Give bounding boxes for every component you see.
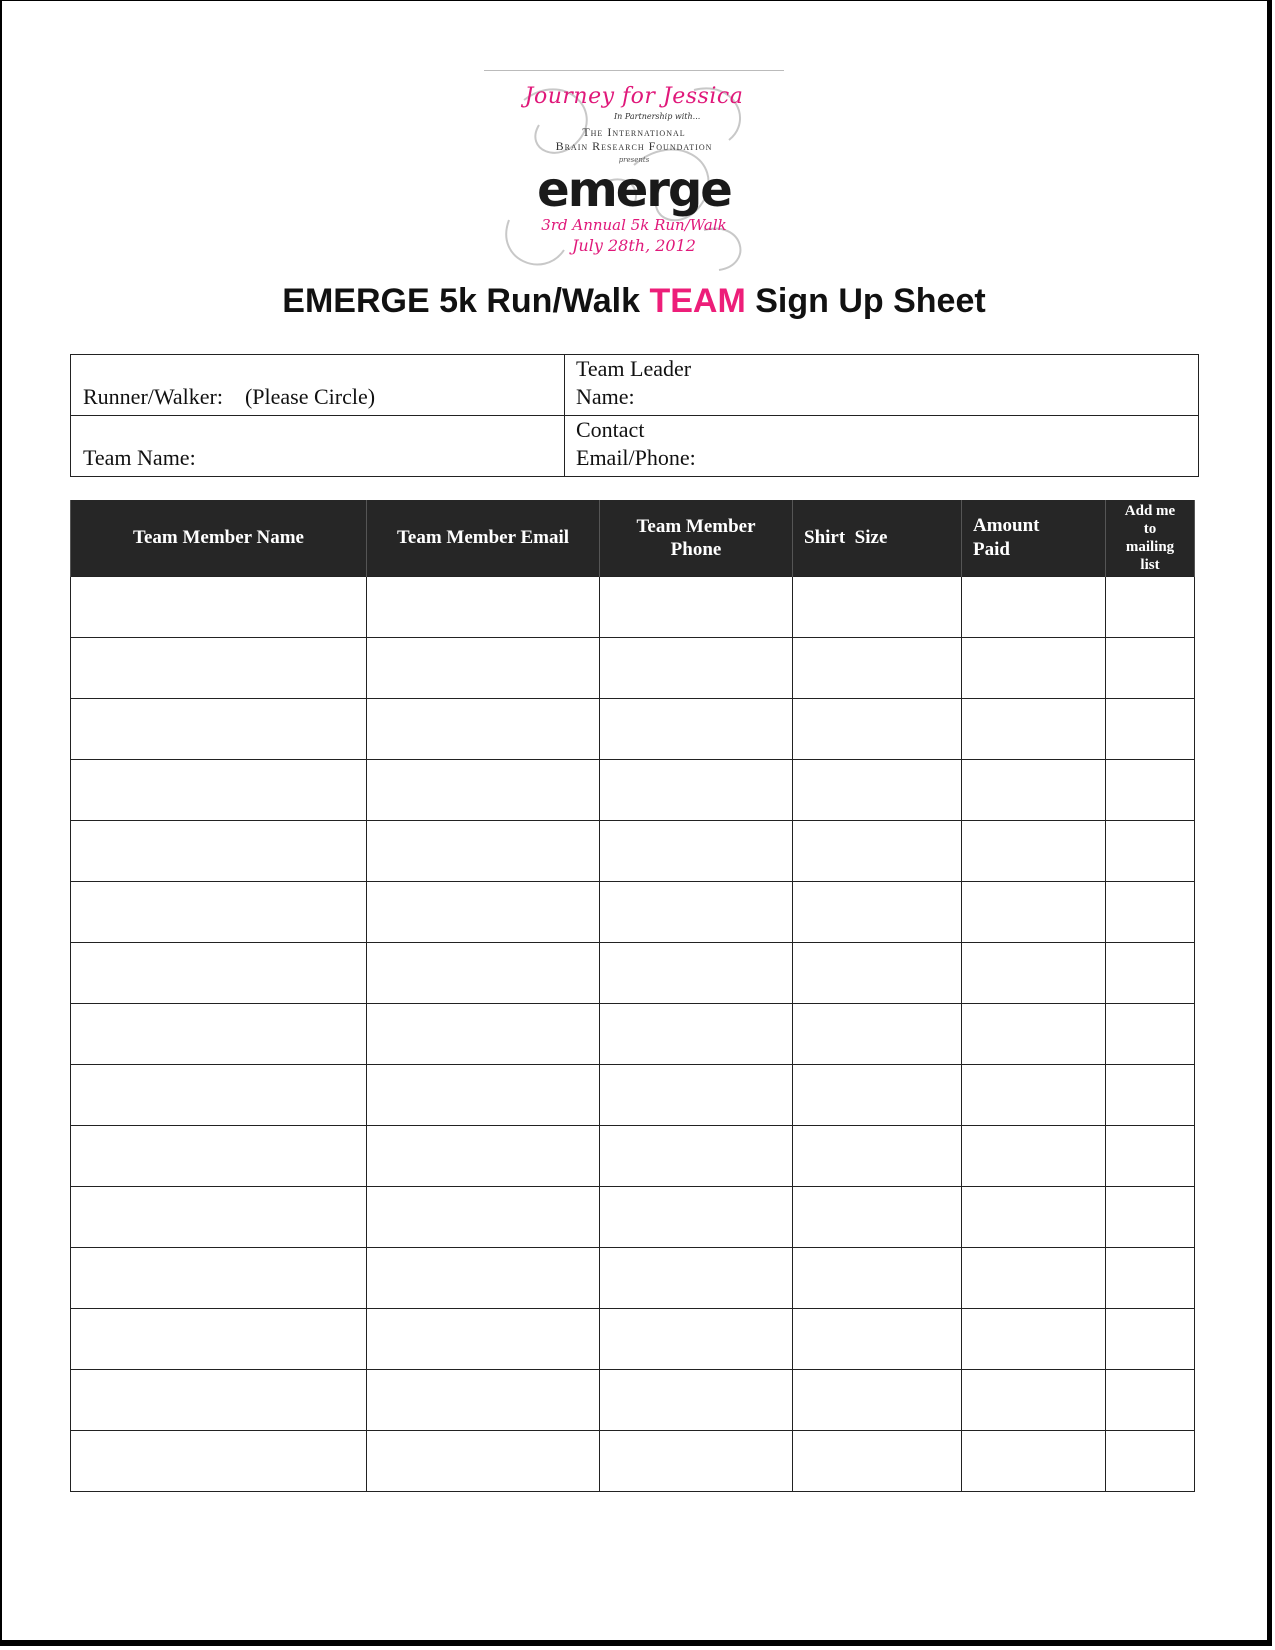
table-row: [71, 1186, 1195, 1247]
member-name-cell[interactable]: [71, 820, 367, 881]
table-row: [71, 759, 1195, 820]
logo-journey-text: Journey for Jessica: [524, 84, 744, 109]
member-email-cell[interactable]: [367, 1430, 600, 1491]
shirt-size-cell[interactable]: [793, 1369, 962, 1430]
please-circle-label: (Please Circle): [244, 384, 376, 409]
title-accent-team: TEAM: [649, 282, 746, 320]
member-name-cell[interactable]: [71, 1430, 367, 1491]
member-phone-cell[interactable]: [600, 576, 793, 637]
shirt-size-cell[interactable]: [793, 637, 962, 698]
mailing-list-cell[interactable]: [1106, 1369, 1195, 1430]
member-phone-cell[interactable]: [600, 820, 793, 881]
roster-header-row: [71, 500, 1195, 576]
header-member-phone: Team Member Phone: [600, 500, 793, 576]
table-row: [71, 1247, 1195, 1308]
mailing-list-cell[interactable]: [1106, 1064, 1195, 1125]
page-title: [0, 282, 1268, 321]
member-phone-cell[interactable]: [600, 1125, 793, 1186]
member-name-cell[interactable]: [71, 1003, 367, 1064]
member-name-cell[interactable]: [71, 698, 367, 759]
member-phone-cell[interactable]: [600, 759, 793, 820]
member-phone-cell[interactable]: [600, 1186, 793, 1247]
team-leader-label: Team Leader: [576, 356, 692, 381]
table-row: [71, 637, 1195, 698]
header-member-email: Team Member Email: [367, 500, 600, 576]
mailing-list-cell[interactable]: [1106, 1308, 1195, 1369]
amount-paid-cell[interactable]: [962, 1186, 1106, 1247]
member-email-cell[interactable]: [367, 576, 600, 637]
shirt-size-cell[interactable]: [793, 1308, 962, 1369]
title-text-after: Sign Up Sheet: [745, 282, 986, 320]
table-row: [71, 1430, 1195, 1491]
shirt-size-cell[interactable]: [793, 1003, 962, 1064]
shirt-size-cell[interactable]: [793, 881, 962, 942]
amount-paid-cell[interactable]: [962, 637, 1106, 698]
amount-paid-cell[interactable]: [962, 759, 1106, 820]
member-name-cell[interactable]: [71, 942, 367, 1003]
member-email-cell[interactable]: [367, 1247, 600, 1308]
amount-paid-cell[interactable]: [962, 1003, 1106, 1064]
member-email-cell[interactable]: [367, 881, 600, 942]
member-email-cell[interactable]: [367, 1186, 600, 1247]
team-name-field[interactable]: [71, 416, 565, 477]
member-phone-cell[interactable]: [600, 1003, 793, 1064]
member-name-cell[interactable]: [71, 1247, 367, 1308]
mailing-list-cell[interactable]: [1106, 698, 1195, 759]
mailing-list-cell[interactable]: [1106, 820, 1195, 881]
member-phone-cell[interactable]: [600, 1369, 793, 1430]
amount-paid-cell[interactable]: [962, 1369, 1106, 1430]
shirt-size-cell[interactable]: [793, 820, 962, 881]
table-row: [71, 698, 1195, 759]
member-phone-cell[interactable]: [600, 637, 793, 698]
member-phone-cell[interactable]: [600, 1064, 793, 1125]
amount-paid-cell[interactable]: [962, 698, 1106, 759]
mailing-list-cell[interactable]: [1106, 1247, 1195, 1308]
contact-field[interactable]: [565, 416, 1199, 477]
member-phone-cell[interactable]: [600, 1308, 793, 1369]
mailing-list-cell[interactable]: [1106, 942, 1195, 1003]
shirt-size-cell[interactable]: [793, 576, 962, 637]
table-row: [71, 1369, 1195, 1430]
member-email-cell[interactable]: [367, 1308, 600, 1369]
shirt-size-cell[interactable]: [793, 1125, 962, 1186]
shirt-size-cell[interactable]: [793, 1430, 962, 1491]
logo-org-line2: Brain Research Foundation: [555, 139, 713, 153]
member-email-cell[interactable]: [367, 820, 600, 881]
team-roster-table: [70, 500, 1195, 1492]
mailing-list-cell[interactable]: [1106, 637, 1195, 698]
member-phone-cell[interactable]: [600, 942, 793, 1003]
logo-date-text: July 28th, 2012: [572, 236, 696, 255]
mailing-list-cell[interactable]: [1106, 1003, 1195, 1064]
member-phone-cell[interactable]: [600, 881, 793, 942]
member-name-cell[interactable]: [71, 1125, 367, 1186]
amount-paid-cell[interactable]: [962, 881, 1106, 942]
member-name-cell[interactable]: [71, 1186, 367, 1247]
member-name-cell[interactable]: [71, 1064, 367, 1125]
header-shirt-size: Shirt Size: [793, 500, 962, 576]
member-name-cell[interactable]: [71, 1369, 367, 1430]
logo-emerge-wordmark: emerge: [537, 162, 731, 218]
mailing-list-cell[interactable]: [1106, 1125, 1195, 1186]
contact-email-phone-label: Email/Phone:: [576, 445, 696, 470]
shirt-size-cell[interactable]: [793, 1247, 962, 1308]
member-name-cell[interactable]: [71, 637, 367, 698]
contact-label: Contact: [576, 417, 645, 442]
table-row: [71, 1064, 1195, 1125]
shirt-size-cell[interactable]: [793, 1064, 962, 1125]
member-name-cell[interactable]: [71, 881, 367, 942]
runner-walker-field[interactable]: [71, 355, 565, 416]
member-name-cell[interactable]: [71, 759, 367, 820]
table-row: [71, 1003, 1195, 1064]
member-email-cell[interactable]: [367, 637, 600, 698]
member-email-cell[interactable]: [367, 698, 600, 759]
team-info-box: [70, 354, 1199, 477]
amount-paid-cell[interactable]: [962, 1308, 1106, 1369]
table-row: [71, 1308, 1195, 1369]
mailing-list-cell[interactable]: [1106, 881, 1195, 942]
shirt-size-cell[interactable]: [793, 942, 962, 1003]
member-phone-cell[interactable]: [600, 1430, 793, 1491]
mailing-list-cell[interactable]: [1106, 759, 1195, 820]
team-name-label: Team Name:: [83, 445, 196, 470]
member-name-cell[interactable]: [71, 1308, 367, 1369]
member-email-cell[interactable]: [367, 759, 600, 820]
member-phone-cell[interactable]: [600, 698, 793, 759]
amount-paid-cell[interactable]: [962, 1064, 1106, 1125]
table-row: [71, 881, 1195, 942]
logo-partnership-text: In Partnership with...: [614, 112, 701, 121]
amount-paid-cell[interactable]: [962, 576, 1106, 637]
amount-paid-cell[interactable]: [962, 1125, 1106, 1186]
title-text-before: EMERGE 5k Run/Walk: [282, 282, 650, 320]
mailing-list-cell[interactable]: [1106, 1430, 1195, 1491]
runner-walker-label: Runner/Walker:: [83, 384, 223, 409]
table-row: [71, 942, 1195, 1003]
logo-event-text: 3rd Annual 5k Run/Walk: [541, 216, 727, 234]
table-row: [71, 1125, 1195, 1186]
shirt-size-cell[interactable]: [793, 698, 962, 759]
team-leader-name-field[interactable]: [565, 355, 1199, 416]
shirt-size-cell[interactable]: [793, 759, 962, 820]
event-logo: [484, 70, 784, 280]
amount-paid-cell[interactable]: [962, 1430, 1106, 1491]
member-email-cell[interactable]: [367, 1064, 600, 1125]
mailing-list-cell[interactable]: [1106, 576, 1195, 637]
mailing-list-cell[interactable]: [1106, 1186, 1195, 1247]
table-row: [71, 820, 1195, 881]
logo-presents-text: presents: [618, 156, 650, 164]
member-email-cell[interactable]: [367, 1003, 600, 1064]
amount-paid-cell[interactable]: [962, 942, 1106, 1003]
member-phone-cell[interactable]: [600, 1247, 793, 1308]
member-email-cell[interactable]: [367, 1125, 600, 1186]
amount-paid-cell[interactable]: [962, 820, 1106, 881]
member-name-cell[interactable]: [71, 576, 367, 637]
amount-paid-cell[interactable]: [962, 1247, 1106, 1308]
roster-body: [71, 576, 1195, 1491]
table-row: [71, 576, 1195, 637]
team-leader-name-label: Name:: [576, 384, 635, 409]
logo-org-line1: The International: [582, 125, 686, 139]
header-amount-paid: Amount Paid: [962, 500, 1106, 576]
header-member-name: Team Member Name: [71, 500, 367, 576]
shirt-size-cell[interactable]: [793, 1186, 962, 1247]
member-email-cell[interactable]: [367, 1369, 600, 1430]
header-mailing-list: Add me to mailing list: [1106, 500, 1195, 576]
member-email-cell[interactable]: [367, 942, 600, 1003]
